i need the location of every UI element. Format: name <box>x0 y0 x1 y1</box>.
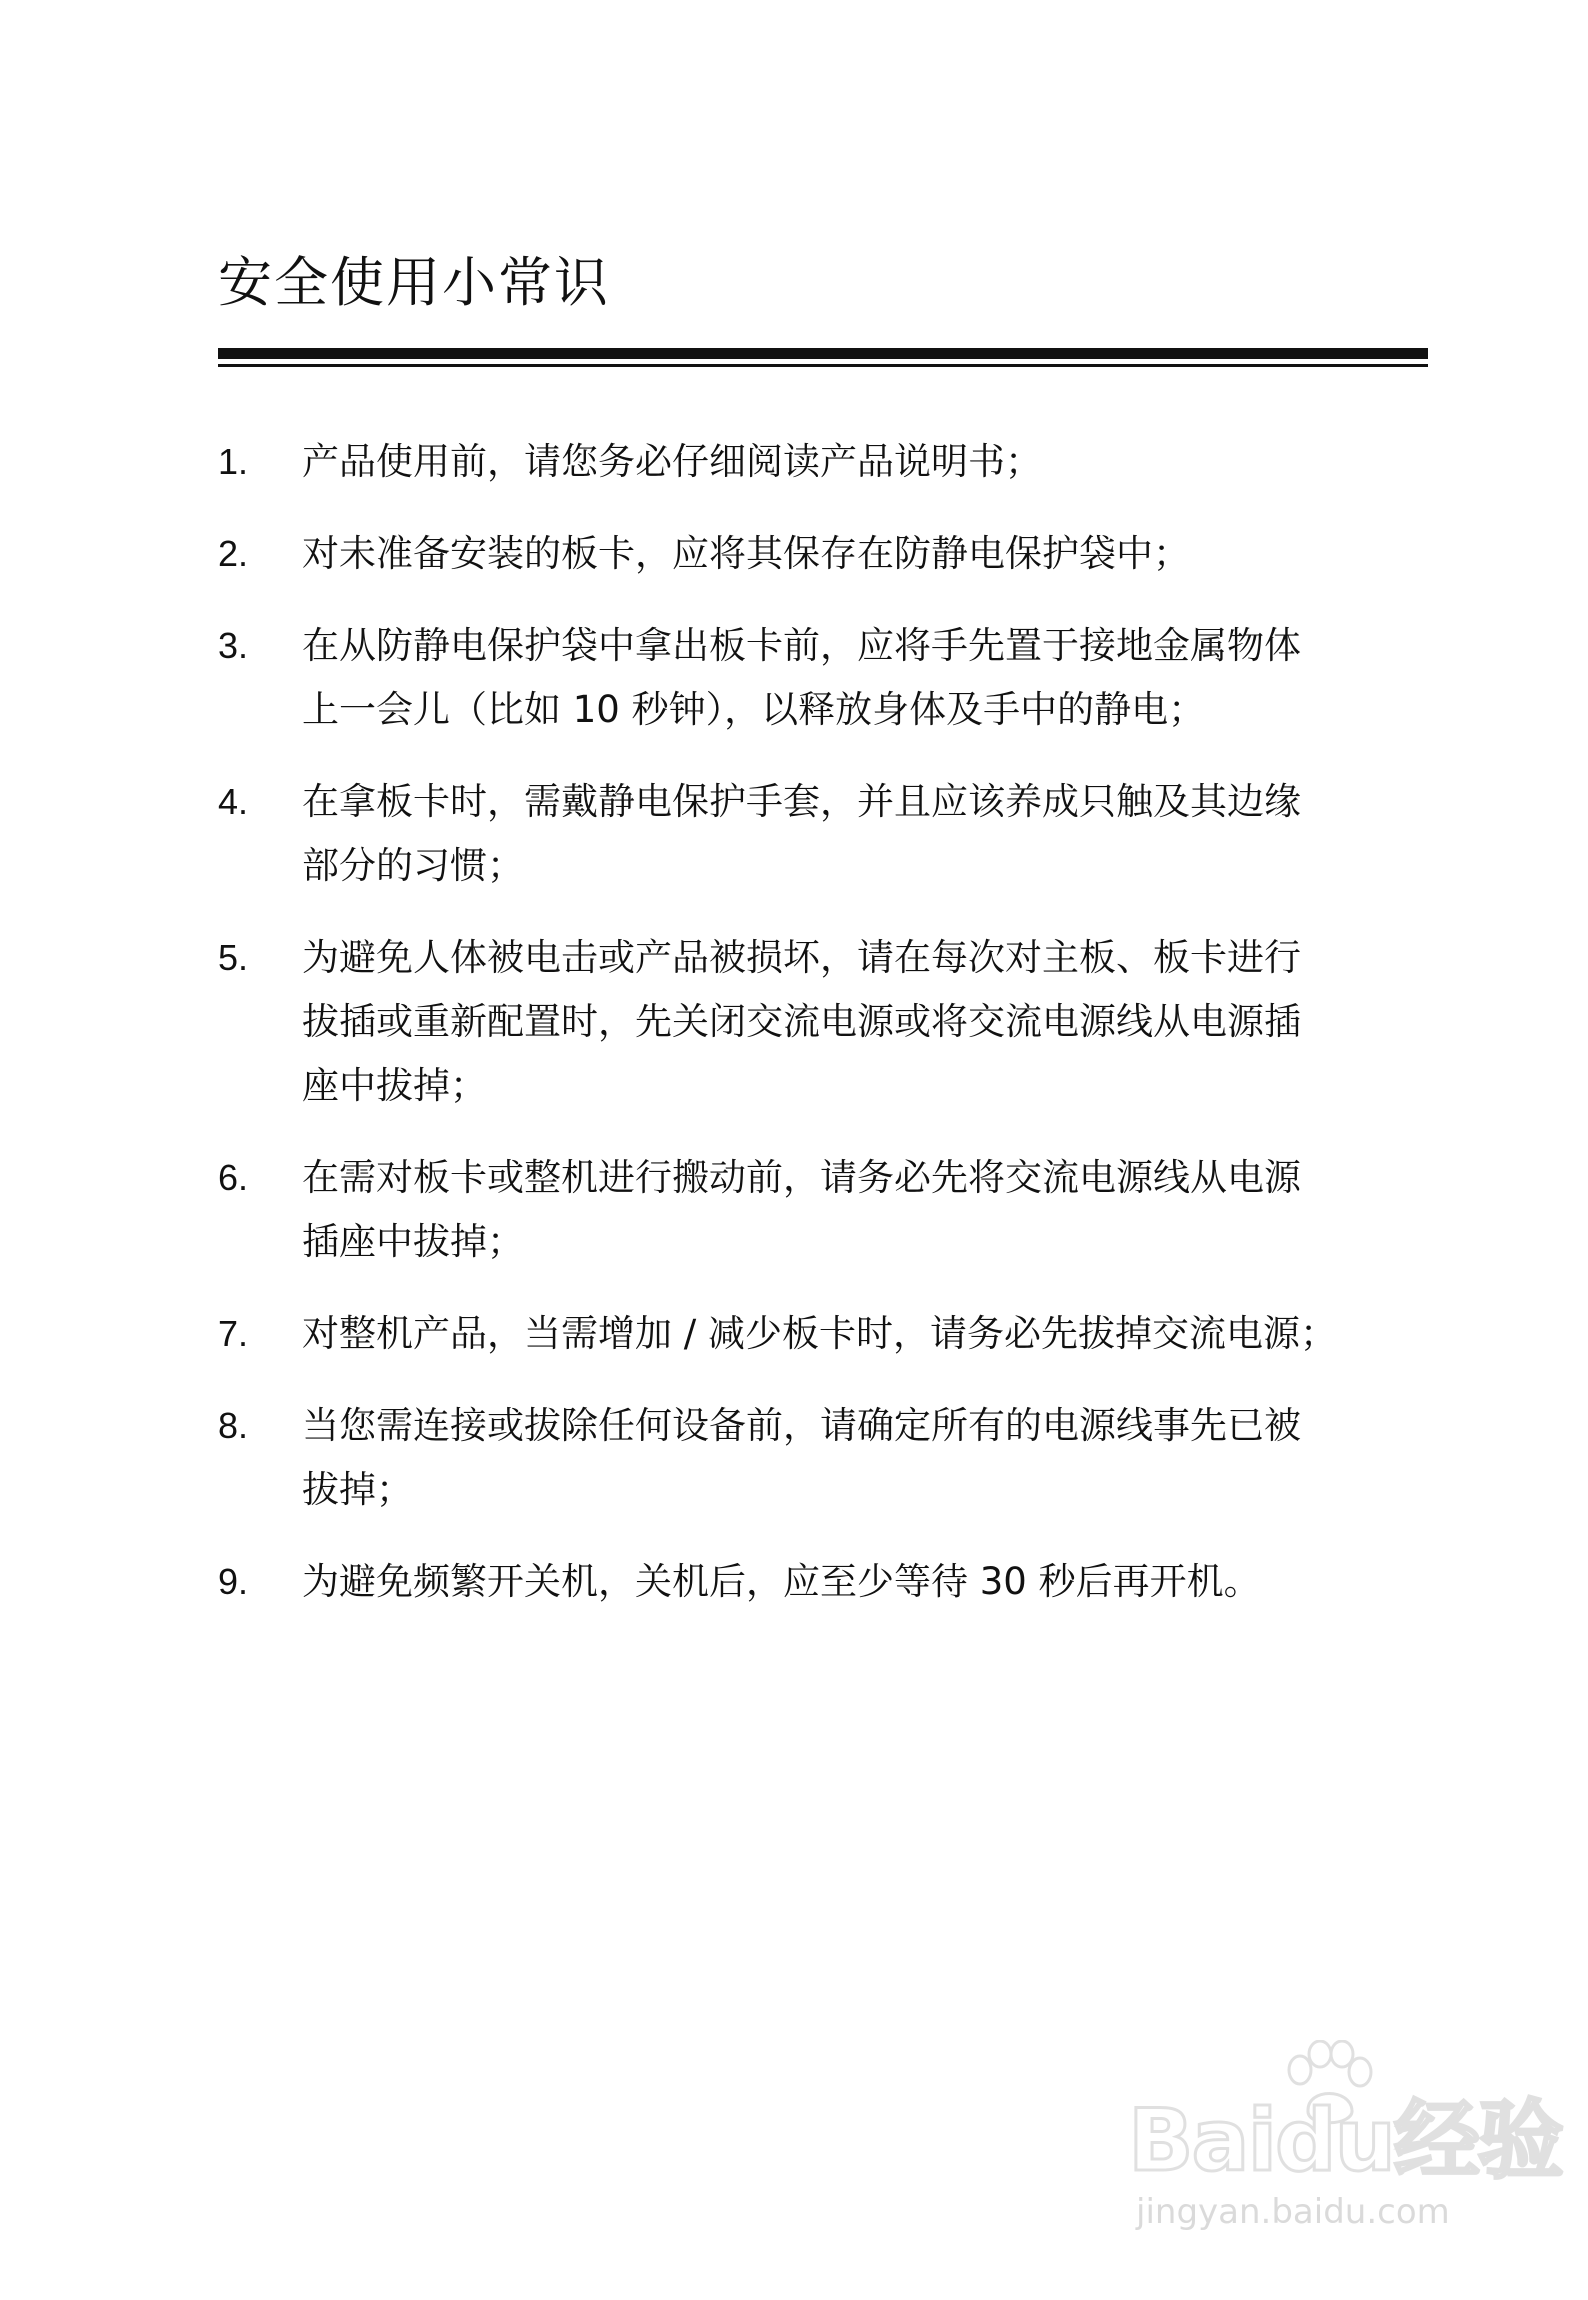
list-item-text-line: 在从防静电保护袋中拿出板卡前，应将手先置于接地金属物体 <box>302 624 1301 667</box>
list-item-text-line: 为避免频繁开关机，关机后，应至少等待 30 秒后再开机。 <box>302 1560 1261 1603</box>
watermark-url: jingyan.baidu.com <box>1136 2192 1450 2232</box>
list-item-number: 4. <box>218 781 249 822</box>
list-item-number: 5. <box>218 937 249 978</box>
list-item-text-line: 上一会儿（比如 10 秒钟），以释放身体及手中的静电； <box>302 688 1206 731</box>
list-item-text-line: 在需对板卡或整机进行搬动前，请务必先将交流电源线从电源 <box>302 1156 1301 1199</box>
list-item-text-line: 对未准备安装的板卡，应将其保存在防静电保护袋中； <box>302 532 1190 575</box>
title-divider-thick <box>218 348 1428 359</box>
list-item-text-line: 插座中拔掉； <box>302 1220 524 1263</box>
safety-tips-list <box>218 430 1428 1642</box>
list-item-number: 1. <box>218 441 249 482</box>
list-item-text-line: 对整机产品，当需增加 / 减少板卡时，请务必先拔掉交流电源； <box>302 1312 1337 1355</box>
list-item <box>218 1302 1428 1366</box>
list-item-text-line: 部分的习惯； <box>302 844 524 887</box>
watermark-logo-text: Baidu经验 <box>1128 2091 1562 2191</box>
list-item <box>218 430 1428 494</box>
list-item <box>218 1550 1428 1614</box>
list-item-number: 8. <box>218 1405 249 1446</box>
list-item-number: 3. <box>218 625 249 666</box>
list-item <box>218 522 1428 586</box>
list-item-text-line: 拔插或重新配置时，先关闭交流电源或将交流电源线从电源插 <box>302 1000 1301 1043</box>
list-item-number: 6. <box>218 1157 249 1198</box>
list-item-text-line: 产品使用前，请您务必仔细阅读产品说明书； <box>302 440 1042 483</box>
list-item-text-line: 座中拔掉； <box>302 1064 487 1107</box>
title-divider-thin <box>218 364 1428 367</box>
list-item-number: 7. <box>218 1313 249 1354</box>
list-item <box>218 770 1428 898</box>
list-item-text-line: 在拿板卡时，需戴静电保护手套，并且应该养成只触及其边缘 <box>302 780 1301 823</box>
list-item-number: 9. <box>218 1561 249 1602</box>
list-item <box>218 926 1428 1118</box>
list-item-text-line: 为避免人体被电击或产品被损坏，请在每次对主板、板卡进行 <box>302 936 1301 979</box>
list-item <box>218 1394 1428 1522</box>
list-item <box>218 614 1428 742</box>
list-item-text-line: 当您需连接或拔除任何设备前，请确定所有的电源线事先已被 <box>302 1404 1301 1447</box>
baidu-watermark <box>1128 2040 1562 2240</box>
list-item <box>218 1146 1428 1274</box>
page-title: 安全使用小常识 <box>218 251 610 314</box>
list-item-text-line: 拔掉； <box>302 1468 413 1511</box>
list-item-number: 2. <box>218 533 249 574</box>
